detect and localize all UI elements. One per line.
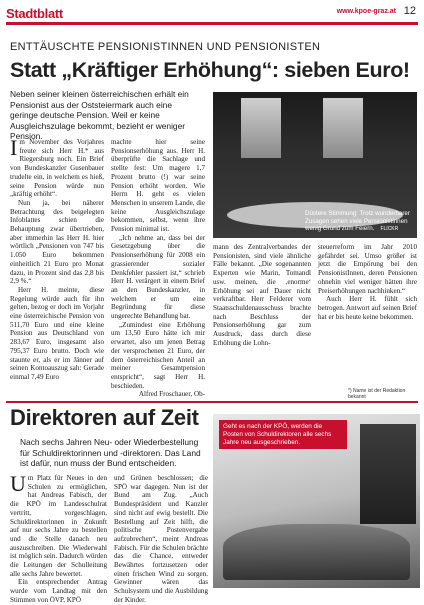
article1-column-3 [213, 243, 311, 347]
photo-credit: FLICKR [380, 226, 399, 233]
paragraph: „Zumindest eine Erhöhung um 13,50 Euro hätte ich mir erwartet, also um jenen Betrag der versprochenen 21 Euro, der dem österreichischen Anteil an meiner Gesamtpension entspricht“, sagt Herr H. beschieden. [111, 320, 205, 390]
article1-headline: Statt „Kräftiger Erhöhung“: sieben Euro! [10, 58, 410, 82]
paragraph: Herr H. meinte, diese Regelung würde auch für ihn gelten, bezog er doch im Vorjahr eine österreichische Pension von 511,70 Euro und eine kleine Pension aus Deutschland von 283,67 Euro, insgesamt also 795,37 Euro brutto. Doch wie staunte er, als er im Jänner auf seinen Kontoauszug sah: Gerade einmal 7,49 Euro [10, 285, 104, 381]
page-number: 12 [403, 5, 416, 17]
blackboard-shape [360, 424, 416, 524]
photo-caption [305, 210, 413, 234]
paragraph: Nun ja, bei näherer Betrachtung des beigelegten Infoblattes schien die Behauptung zwar übertrieben, aber immerhin las Herr H. hier wörtlich „Pensionen von 747 bis 1.050 Euro bekommen einheitlich 21 Euro pro Monat dazu, in Prozent sind das 2,8 bis 2,9 %.“ [10, 198, 104, 286]
photo-caption-text: Düstere Stimmung: Trotz wunderbarer Zusagen sehen viele Pensionistinnen wenig Grund zum Feiern. [305, 210, 410, 233]
paragraph: Auch Herr H. fühlt sich betrogen. Antwort auf seinen Brief hat er bis heute keine bekommen. [318, 295, 417, 321]
classroom-photo [213, 414, 420, 588]
article2-column-2 [114, 474, 208, 605]
paragraph: mann des Zentralverbandes der Pensionisten, sind viele ähnliche Fälle bekannt. „Die sogenannten Experten wie Marin, Tomandl usw. meinen, die ‚enorme‘ Erhöhung sei auf Dauer nicht verkraftbar. Herr Felderer vom Staatsschuldenausschuss brachte nach Beschluss der Pensionserhöhung gar zum Ausdruck, dass durch diese Erhöhung die Lohn- [213, 243, 311, 347]
students-shape [223, 524, 410, 580]
window-shape [323, 98, 363, 158]
article2-lead: Nach sechs Jahren Neu- oder Wiederbestellung für Schuldirektorinnen und -direktoren. Das Land ist dafür, nun muss der Bund entscheiden. [20, 437, 201, 469]
paragraph: und Grünen beschlossen; die SPÖ war dagegen. Nun ist der Bund am Zug. „Auch Bundespräsident und Kanzler sind nicht auf ewig bestellt. Die Bestellung auf Zeit hilft, die politische Postenvergabe aufzubrechen“, meint Andreas Fabisch. Für die Schulen brächte das die Chance, entweder Bewährtes fortzusetzen oder einen frischen Wind zu sorgen. Gewinner wären das Schulsystem und die Ausbildung der Kinder. [114, 474, 208, 604]
masthead: Stadtblatt [6, 6, 63, 21]
article2-headline: Direktoren auf Zeit [10, 405, 199, 430]
window-shape [241, 98, 281, 158]
paragraph: „Ich nehme an, dass bei der Gesetzgebung über die Pensionserhöhung für 2008 ein grassierender sozialer Denkfehler passiert ist,“ schrieb Herr H. verärgert in einem Brief an den Bundeskanzler, in welchem er um eine Begründung für diese ungerechte Behandlung bat. [111, 233, 205, 321]
article2-column-1 [10, 471, 107, 605]
paragraph: Im November des Vorjahres freute sich Herr H.* aus Riegersburg noch. Ein Brief von Bundeskanzler Gusenbauer trudelte ein, in welchem es hieß, seine Pension würde nun „kräftig erhöht“. [10, 135, 104, 199]
paragraph: machte hier seine Pensionserhöhung aus. Herr H. überprüfte die Sachlage und stellte fest: Um magere 1,7 Prozent brutto (!) war seine Pension erhöht worden. Wie Herrn H. geht es vielen Menschen in unserem Lande, die keine Ausgleichszulage bekommen, selbst, wenn ihre Pension minimal ist. [111, 138, 205, 234]
article1-column-2 [111, 138, 205, 399]
article1-column-4 [318, 243, 417, 321]
photo-info-box: Geht es nach der KPÖ, werden die Posten von Schuldirektoren alle sechs Jahre neu ausgeschrieben. [219, 420, 347, 449]
article1-lead: Neben seiner kleinen österreichischen erhält ein Pensionist aus der Oststeiermark auch eine geringe deutsche Pension. Weil er keine Ausgleichszulage bekommt, bezieht er weniger Pension. [10, 89, 189, 142]
article1-kicker: ENTTÄUSCHTE PENSIONISTINNEN UND PENSIONISTEN [10, 41, 321, 53]
page-header [0, 0, 424, 34]
paragraph: Ein entsprechender Antrag wurde vom Landtag mit den Stimmen von ÖVP, KPÖ [10, 578, 107, 604]
article1-column-1 [10, 135, 104, 382]
footnote: *) Name ist der Redaktion bekannt [348, 388, 406, 400]
author-line: Alfred Froschauer, Ob- [138, 390, 205, 399]
section-divider [6, 401, 418, 403]
pensioners-photo [213, 92, 417, 238]
website-url[interactable]: www.kpoe-graz.at [336, 8, 396, 15]
header-rule [6, 22, 418, 25]
paragraph: steuerreform im Jahr 2010 gefährdet sei. Umso größer ist jetzt die Empörung bei den PensionistInnen, deren Pensionen ohnehin viel weniger hätten ihre Preiserhöhungen nachhinken.“ [318, 243, 417, 295]
paragraph: Um Platz für Neues in den Schulen zu ermöglichen, hat Andreas Fabisch, der die KPÖ im Landesschulrat vertritt, vorgeschlagen, Schuldirektorinnen in Zukunft auf nur sechs Jahre zu bestellen und die Stelle danach neu auszuschreiben. Die Wiederwahl ist möglich sein. Dadurch würden die Leitungen der Schulleitung alle sechs Jahre bewertet. [10, 471, 107, 578]
